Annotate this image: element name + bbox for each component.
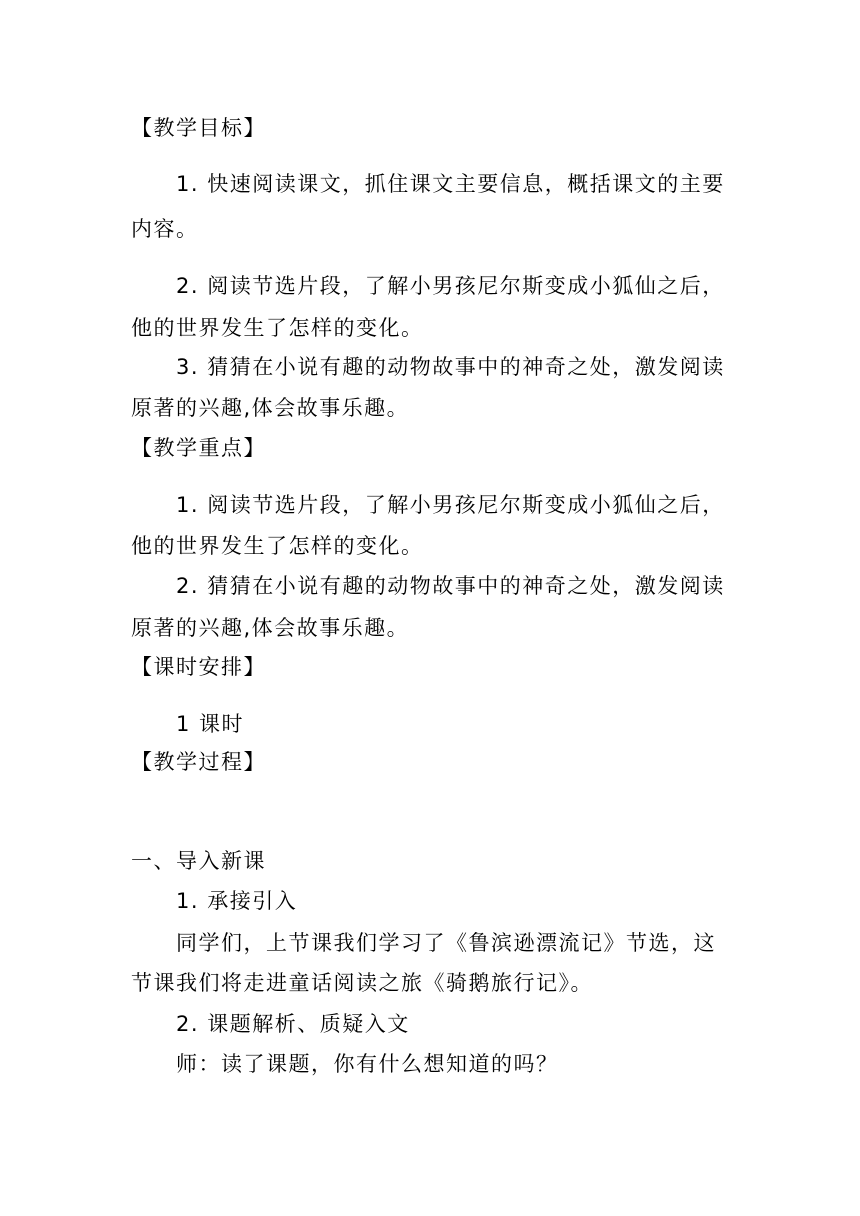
process-step-1-line-1: 同学们，上节课我们学习了《鲁滨逊漂流记》节选，这	[176, 931, 716, 955]
process-part-title: 一、导入新课	[131, 849, 266, 873]
objective-1-line-2: 内容。	[131, 217, 199, 241]
objective-2-line-2: 他的世界发生了怎样的变化。	[131, 316, 424, 340]
objective-3-line-2: 原著的兴趣,体会故事乐趣。	[131, 396, 410, 420]
objective-1-line-1: 1. 快速阅读课文，抓住课文主要信息，概括课文的主要	[176, 172, 725, 196]
key-point-1-line-2: 他的世界发生了怎样的变化。	[131, 534, 424, 558]
key-point-2-line-1: 2. 猜猜在小说有趣的动物故事中的神奇之处，激发阅读	[176, 574, 725, 598]
process-step-1-line-2: 节课我们将走进童话阅读之旅《骑鹅旅行记》。	[131, 971, 593, 995]
process-heading: 【教学过程】	[131, 750, 266, 774]
process-step-1-title: 1. 承接引入	[176, 889, 298, 913]
schedule-heading: 【课时安排】	[131, 655, 266, 679]
key-point-2-line-2: 原著的兴趣,体会故事乐趣。	[131, 616, 410, 640]
schedule-text: 1 课时	[176, 712, 245, 736]
process-step-2-text: 师：读了课题，你有什么想知道的吗？	[176, 1052, 559, 1076]
objective-2-line-1: 2. 阅读节选片段，了解小男孩尼尔斯变成小狐仙之后，	[176, 274, 725, 298]
objectives-heading: 【教学目标】	[131, 116, 266, 140]
objective-3-line-1: 3. 猜猜在小说有趣的动物故事中的神奇之处，激发阅读	[176, 355, 725, 379]
process-step-2-title: 2. 课题解析、质疑入文	[176, 1012, 410, 1036]
key-point-1-line-1: 1. 阅读节选片段，了解小男孩尼尔斯变成小狐仙之后，	[176, 493, 725, 517]
key-points-heading: 【教学重点】	[131, 436, 266, 460]
